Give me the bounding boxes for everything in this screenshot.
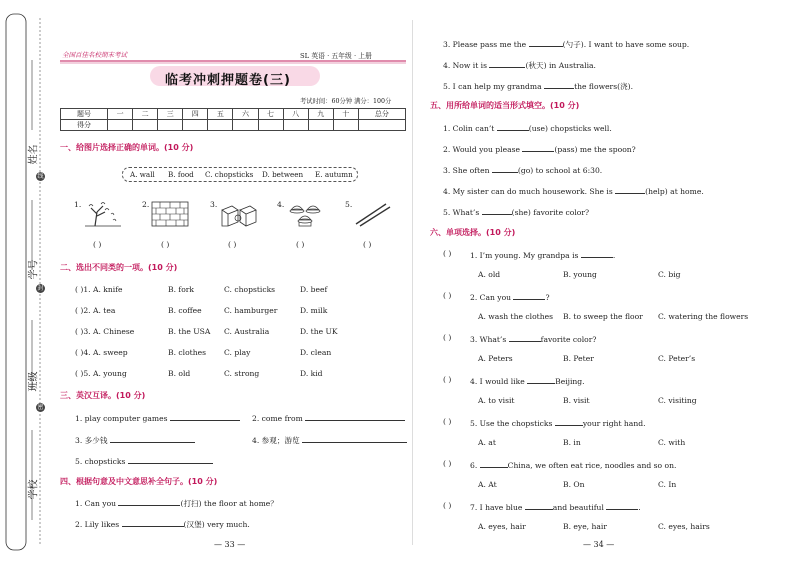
s4-q3-stem: 3. Please pass me the [443,40,527,49]
mc-q2-stem-a: 2. Can you [470,293,512,302]
section-6-heading: 六、单项选择。(10 分) [430,228,516,237]
exam-time-info: 考试时间：60分钟 满分：100分 [300,98,392,105]
s2-q2-b: B. coffee [168,306,202,315]
header-rule [60,60,406,64]
mc-q5-c: C. with [658,438,686,447]
s2-q2-c: C. hamburger [224,306,278,315]
s3-q4-text: 4. 参观；游览 [252,436,300,445]
s5-q4-rest: (help) at home. [645,187,704,196]
table-cell: 五 [208,109,233,120]
answer-blank[interactable] [118,497,180,506]
option-d: D. between [262,170,304,179]
answer-blank[interactable] [170,412,240,421]
answer-blank[interactable] [529,38,563,47]
s2-q1-b: B. fork [168,285,195,294]
s3-q5 [75,455,213,466]
mc-q1-stem-a: 1. I’m young. My grandpa is [470,251,579,260]
s4-q2-rest: (汉堡) very much. [183,520,250,529]
mc-q4-stem-b: Beijing. [555,377,585,386]
mc-q3-stem-a: 3. What’s [470,335,507,344]
table-cell: 三 [158,109,183,120]
s2-q5-d: D. kid [300,369,323,378]
answer-blank[interactable] [110,434,195,443]
mc-paren[interactable]: ( ) [443,249,452,258]
s2-q5-b: B. old [168,369,191,378]
s4-q4 [443,59,596,71]
s3-q5-text: 5. chopsticks [75,457,126,466]
mc-q6-stem [470,459,676,470]
s2-q4-c: C. play [224,348,251,357]
s2-q5-c: C. strong [224,369,260,378]
table-cell: 七 [258,109,283,120]
seal-mark-2: 封 [37,285,44,292]
mc-q5-stem-a: 5. Use the chopsticks [470,419,553,428]
s4-q1-stem: 1. Can you [75,499,117,508]
answer-blank[interactable] [513,291,545,300]
score-input-cell[interactable] [158,120,183,131]
option-a: A. wall [130,170,155,179]
s5-q1-rest: (use) chopsticks well. [528,124,612,133]
answer-blank[interactable] [615,185,645,194]
answer-blank[interactable] [509,333,541,342]
school-label: 学校 [28,479,40,500]
answer-blank[interactable] [305,412,405,421]
score-input-cell[interactable] [333,120,358,131]
answer-paren-2[interactable]: ( ) [161,240,170,249]
brick-wall-picture [150,200,190,228]
mc-q7-c: C. eyes, hairs [658,522,710,531]
answer-paren-4[interactable]: ( ) [296,240,305,249]
score-input-cell[interactable] [208,120,233,131]
seal-mark-1: 线 [37,173,44,180]
s5-q3-stem: 3. She often [443,166,490,175]
s2-q4-d: D. clean [300,348,332,357]
mc-q5-stem-b: your right hand. [582,419,646,428]
s2-q3-c: C. Australia [224,327,270,336]
series-label: 全国百佳名校期末考试 [62,51,127,59]
answer-blank[interactable] [581,249,616,260]
answer-blank[interactable] [497,122,529,131]
s2-q5-a: ( )5. A. young [75,369,127,378]
mc-q4-a: A. to visit [478,396,515,405]
answer-blank[interactable] [527,375,555,384]
picture-number-3: 3. [210,200,218,209]
mc-q2-b: B. to sweep the floor [563,312,643,321]
picture-number-2: 2. [142,200,150,209]
table-cell: 八 [283,109,308,120]
s5-q4-stem: 4. My sister can do much housework. She is [443,187,613,196]
s4-q4-stem: 4. Now it is [443,61,488,70]
s4-q1 [75,497,278,509]
score-table-score-row [61,120,406,131]
s4-q1-rest: (打扫) the floor at home？ [180,499,278,508]
s3-q4 [252,434,407,446]
mc-q7-stem: 7. I have blue and beautiful . [470,503,641,512]
mc-q2-a: A. wash the clothes [478,312,553,321]
s5-q5-rest: (she) favorite color? [511,208,590,217]
boxes-picture [218,200,258,228]
s2-q3-b: B. the USA [168,327,211,336]
mc-q4-stem-a: 4. I would like [470,377,525,386]
mc-q1-c: C. big [658,270,681,279]
mc-q2-stem [470,291,550,302]
answer-blank[interactable] [606,501,638,510]
answer-blank[interactable] [302,434,407,443]
table-cell: 总分 [358,109,405,120]
score-input-cell[interactable] [358,120,405,131]
s2-q1-d: D. beef [300,285,328,294]
mc-paren[interactable]: ( ) [443,291,452,300]
answer-paren-1[interactable]: ( ) [93,240,102,249]
class-label: 班级 [28,371,40,392]
picture-number-1: 1. [74,200,82,209]
page-number-left: — 33 — [214,540,246,549]
mc-q4-b: B. visit [563,396,590,405]
answer-blank[interactable] [128,455,213,464]
mc-paren[interactable]: ( ) [443,333,452,342]
s4-q5 [443,80,633,92]
s3-q2-text: 2. come from [252,414,303,423]
mc-q2-c: C. watering the flowers [658,312,749,321]
mc-q6-stem-b: China, we often eat rice, noodles and so on. [507,461,677,470]
mc-q6-c: C. In [658,480,677,489]
mc-q3-b: B. Peter [563,354,594,363]
mc-q1-b: B. young [563,270,597,279]
score-input-cell[interactable] [133,120,158,131]
mc-paren[interactable]: ( ) [443,501,452,510]
score-input-cell[interactable] [308,120,333,131]
mc-q6-stem-a: 6. [470,461,478,470]
option-c: C. chopsticks [205,170,254,179]
mc-q3-stem [470,333,596,344]
page-number-right: — 34 — [583,540,615,549]
s2-q2-d: D. milk [300,306,328,315]
picture-number-5: 5. [345,200,353,209]
mc-q6-b: B. On [563,480,585,489]
s4-q5-stem: 5. I can help my grandma [443,82,542,91]
s5-q3 [443,164,602,175]
table-cell: 六 [233,109,258,120]
option-e: E. autumn [315,170,353,179]
answer-blank[interactable] [522,143,554,152]
s5-q1 [443,122,612,133]
s5-q1-stem: 1. Colin can’t [443,124,495,133]
s3-q1 [75,412,240,423]
score-table-header-row [61,109,406,120]
binding-strip [0,0,48,565]
mc-paren[interactable]: ( ) [443,417,452,426]
s4-q2 [75,518,250,530]
s5-q4 [443,185,704,196]
s3-q3 [75,434,195,446]
mc-q3-stem-b: favorite color? [540,335,597,344]
s2-q1-a: ( )1. A. knife [75,285,123,294]
page-divider [412,20,413,545]
answer-blank[interactable] [489,59,525,68]
autumn-tree-picture [83,200,123,228]
section-3-heading: 三、英汉互译。(10 分) [60,391,146,400]
answer-blank[interactable] [480,459,508,468]
table-cell: 题号 [61,109,108,120]
mc-q4-c: C. visiting [658,396,697,405]
s2-q4-a: ( )4. A. sweep [75,348,128,357]
table-cell: 九 [308,109,333,120]
answer-blank[interactable] [492,164,518,173]
score-table [60,108,406,131]
option-b: B. food [168,170,194,179]
mc-q7-b: B. eye, hair [563,522,607,531]
picture-number-4: 4. [277,200,285,209]
student-no-label: 学号 [28,259,40,280]
mc-q3-c: C. Peter’s [658,354,696,363]
s5-q2-stem: 2. Would you please [443,145,520,154]
mc-q1-a: A. old [478,270,501,279]
s4-q3 [443,38,689,50]
table-cell: 二 [133,109,158,120]
section-2-heading: 二、选出不同类的一项。(10 分) [60,263,178,272]
s3-q1-text: 1. play computer games [75,414,168,423]
mc-q5-stem [470,417,646,428]
s5-q2-rest: (pass) me the spoon? [554,145,636,154]
answer-paren-3[interactable]: ( ) [228,240,237,249]
s5-q5 [443,206,589,217]
mc-q4-stem [470,375,585,386]
mc-paren[interactable]: ( ) [443,459,452,468]
answer-blank[interactable] [544,80,574,89]
score-input-cell[interactable] [108,120,133,131]
name-label: 姓名 [28,144,40,165]
page-title: 临考冲刺押题卷(三) [165,73,291,88]
seal-mark-3: 密 [37,404,44,411]
mc-q5-a: A. at [478,438,496,447]
edition-label: SL 英语 · 五年级 · 上册 [300,52,372,60]
answer-blank[interactable] [555,417,583,426]
s2-q3-a: ( )3. A. Chinese [75,327,135,336]
mc-q2-stem-b: ? [545,293,550,302]
mc-q7-a: A. eyes, hair [478,522,526,531]
table-cell: 四 [183,109,208,120]
score-input-cell[interactable] [283,120,308,131]
s2-q4-b: B. clothes [168,348,206,357]
s4-q5-rest: the flowers(浇). [574,82,634,91]
s2-q3-d: D. the UK [300,327,338,336]
score-input-cell[interactable] [258,120,283,131]
answer-blank[interactable] [122,518,184,527]
mc-q1-stem [470,249,615,260]
score-input-cell[interactable] [183,120,208,131]
s4-q2-stem: 2. Lily likes [75,520,120,529]
answer-paren-5[interactable]: ( ) [363,240,372,249]
section-1-heading: 一、给图片选择正确的单词。(10 分) [60,143,194,152]
s5-q3-rest: (go) to school at 6:30. [517,166,603,175]
score-input-cell[interactable] [233,120,258,131]
mc-q7-stem-a: 7. I have blue [470,503,523,512]
s5-q2 [443,143,636,154]
answer-blank[interactable] [482,206,512,215]
mc-q3-a: A. Peters [478,354,513,363]
s2-q1-c: C. chopsticks [224,285,276,294]
food-picture [285,200,325,228]
s5-q5-stem: 5. What’s [443,208,480,217]
mc-q7-stem-b: and beautiful [552,503,604,512]
section-5-heading: 五、用所给单词的适当形式填空。(10 分) [430,101,580,110]
section-4-heading: 四、根据句意及中文意思补全句子。(10 分) [60,477,218,486]
table-cell: 十 [333,109,358,120]
s2-q2-a: ( )2. A. tea [75,306,116,315]
mc-q1-stem-b: . [612,251,616,260]
mc-q6-a: A. At [478,480,497,489]
chopsticks-picture [352,200,392,228]
mc-q5-b: B. in [563,438,581,447]
s3-q3-text: 3. 多少钱 [75,436,108,445]
answer-blank[interactable] [525,501,553,510]
s4-q3-rest: (勺子). I want to have some soup. [562,40,690,49]
table-cell: 得分 [61,120,108,131]
s3-q2 [252,412,405,423]
mc-paren[interactable]: ( ) [443,375,452,384]
s4-q4-rest: (秋天) in Australia. [525,61,596,70]
table-cell: 一 [108,109,133,120]
